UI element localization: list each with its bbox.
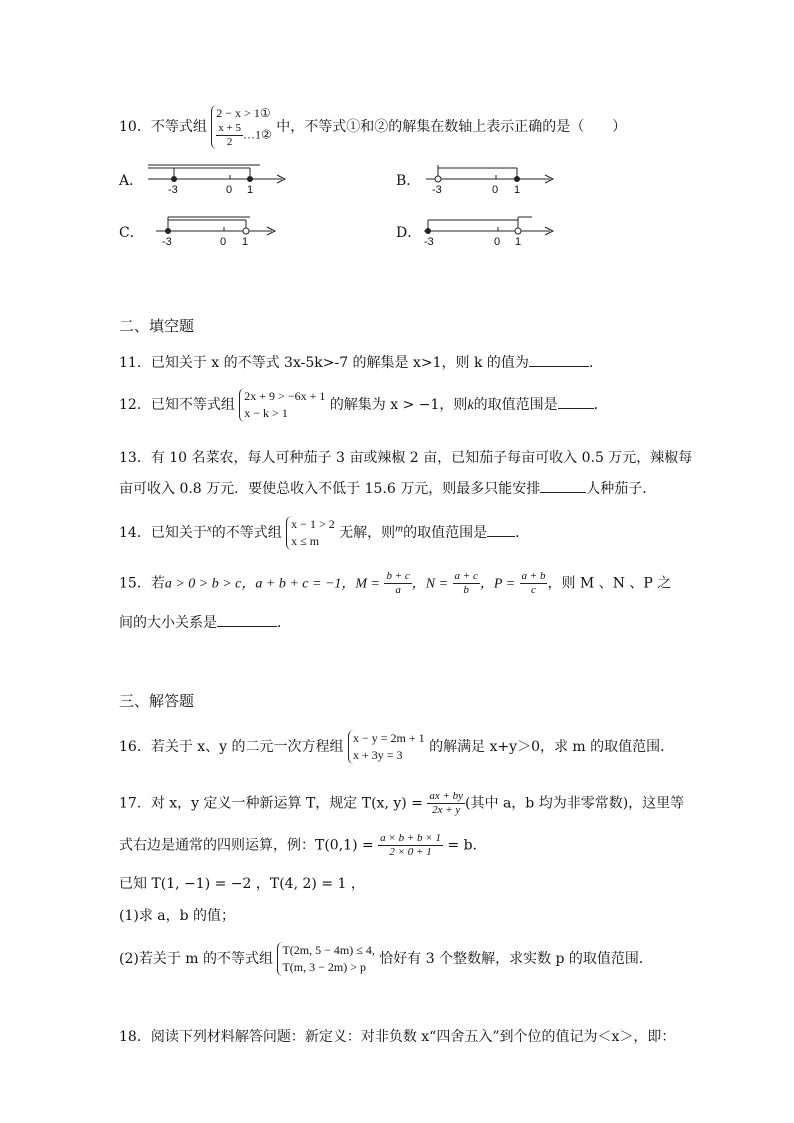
q10-suffix: 中，不等式①和②的解集在数轴上表示正确的是（ ） xyxy=(276,119,627,135)
option-a-label: A． xyxy=(119,173,144,189)
option-a-tick-0: 0 xyxy=(226,184,233,196)
q14-row2: x ≤ m xyxy=(291,534,320,548)
option-a-tick-neg3: -3 xyxy=(168,184,178,196)
question-14 xyxy=(119,516,529,550)
q15-answer-blank[interactable] xyxy=(217,614,277,627)
q14-after: 无解，则 xyxy=(339,525,396,541)
option-a-number-line xyxy=(140,155,290,197)
q15-n-label: ，N = xyxy=(411,576,449,592)
question-15-line2 xyxy=(119,612,291,632)
q15-end: ． xyxy=(277,615,291,631)
q15-n-num: a + c xyxy=(454,570,478,582)
q17-after-def: (其中 a，b 均为非零常数)，这里等 xyxy=(465,795,685,812)
option-a-tick-1: 1 xyxy=(247,184,254,196)
q10-fraction xyxy=(216,122,243,149)
q17-part2-suffix: 恰好有 3 个整数解，求实数 p 的取值范围． xyxy=(379,951,653,967)
question-10 xyxy=(119,105,626,149)
section-fill-in-title: 二、填空题 xyxy=(119,317,195,335)
q13-line2a: 亩可收入 0.8 万元．要使总收入不低于 15.6 万元，则最多只能安排 xyxy=(119,481,541,497)
option-d-tick-neg3: -3 xyxy=(424,236,434,248)
section-answer-title: 三、解答题 xyxy=(119,692,195,710)
option-b-label: B． xyxy=(396,173,421,189)
q16-suffix: 的解满足 x+y＞0，求 m 的取值范围． xyxy=(429,739,675,755)
q14-m: m xyxy=(395,522,404,535)
q17-part2-prefix: (2)若关于 m 的不等式组 xyxy=(119,951,274,967)
question-17-part1: (1)求 a，b 的值； xyxy=(119,908,236,924)
q12-row2: x − k > 1 xyxy=(244,406,288,420)
q16-row1: x − y = 2m + 1 xyxy=(352,731,425,745)
option-d-tick-0: 0 xyxy=(494,236,501,248)
question-11 xyxy=(119,352,593,372)
q12-row1: 2x + 9 > −6x + 1 xyxy=(244,389,326,403)
q15-p-label: ，P = xyxy=(479,576,516,592)
q14-prefix: 14．已知关于 xyxy=(119,525,207,541)
q12-system xyxy=(239,388,325,422)
option-b-tick-neg3: -3 xyxy=(432,184,442,196)
question-13-line1: 13．有 10 名菜农，每人可种茄子 3 亩或辣椒 2 亩，已知茄子每亩可收入 0.5 万元，辣椒每 xyxy=(119,450,693,466)
question-16 xyxy=(119,730,674,764)
q17-ex-tail: = b． xyxy=(447,837,487,854)
q17-def-fraction xyxy=(427,790,465,817)
q11-end: . xyxy=(588,355,594,371)
q16-system xyxy=(348,730,425,764)
q17-line2: 式右边是通常的四则运算，例：T(0,1) = xyxy=(119,837,374,854)
q16-row2: x + 3y = 3 xyxy=(352,748,403,762)
option-d-tick-1: 1 xyxy=(515,236,522,248)
question-17 xyxy=(119,790,684,817)
option-d-number-line xyxy=(418,207,558,249)
q15-p-fraction xyxy=(520,570,548,597)
q14-end: ． xyxy=(515,525,530,541)
q15-condition: a > 0 > b > c，a + b + c = −1，M = xyxy=(164,576,380,592)
q10-system xyxy=(211,105,271,149)
q17-ex-num: a × b + b × 1 xyxy=(380,832,441,844)
q10-row1: 2 − x > 1① xyxy=(216,106,271,120)
q15-n-den: b xyxy=(463,584,469,596)
q15-prefix: 15．若 xyxy=(119,575,165,592)
q15-tail: ，则 M 、N 、P 之 xyxy=(547,575,672,592)
q17-part2-row1: T(2m, 5 − 4m) ≤ 4, xyxy=(282,943,375,957)
option-c-tick-0: 0 xyxy=(220,236,227,248)
option-b-tick-1: 1 xyxy=(514,184,521,196)
q17-def-num: ax + by xyxy=(429,790,464,802)
option-b-number-line xyxy=(418,155,558,197)
q15-m-den: a xyxy=(395,584,401,596)
q10-frac-num: x + 5 xyxy=(218,122,241,134)
q15-m-num: b + c xyxy=(386,570,410,582)
option-c-tick-1: 1 xyxy=(242,236,249,248)
q12-end: ． xyxy=(593,397,608,413)
q12-middle: 的解集为 x > −1，则 xyxy=(329,397,468,413)
q10-prefix: 10．不等式组 xyxy=(119,119,207,135)
q17-part2-system xyxy=(277,942,374,976)
q17-def-den: 2x + y xyxy=(432,804,461,816)
option-c-label: C． xyxy=(119,225,144,241)
q14-mid: 的不等式组 xyxy=(211,525,282,541)
q15-p-den: c xyxy=(531,584,536,596)
q16-prefix: 16．若关于 x、y 的二元一次方程组 xyxy=(119,739,344,755)
q14-x: x xyxy=(206,522,212,535)
question-18: 18．阅读下列材料解答问题：新定义：对非负数 x“四舍五入”到个位的值记为＜x＞，即： xyxy=(119,1029,676,1045)
option-c-number-line xyxy=(140,207,290,249)
q12-suffix: 的取值范围是 xyxy=(473,397,558,413)
q15-n-fraction xyxy=(453,570,480,597)
q12-prefix: 12．已知不等式组 xyxy=(119,397,235,413)
q14-row1: x − 1 > 2 xyxy=(291,517,335,531)
q17-example-fraction xyxy=(378,832,443,859)
q14-answer-blank[interactable] xyxy=(487,524,515,537)
q10-row2-tail: …1② xyxy=(243,127,272,142)
question-15 xyxy=(119,570,671,597)
q12-answer-blank[interactable] xyxy=(558,396,594,409)
q11-answer-blank[interactable] xyxy=(529,354,589,367)
q15-line2: 间的大小关系是 xyxy=(119,615,217,631)
question-17-line2 xyxy=(119,832,487,859)
question-12 xyxy=(119,388,608,422)
option-b-tick-0: 0 xyxy=(492,184,499,196)
option-d-label: D． xyxy=(396,225,422,241)
q14-system xyxy=(286,516,335,550)
option-c-tick-neg3: -3 xyxy=(162,236,172,248)
q17-ex-den: 2 × 0 + 1 xyxy=(389,846,432,858)
q15-m-fraction xyxy=(384,570,411,597)
q17-prefix: 17．对 x，y 定义一种新运算 T，规定 T(x, y) = xyxy=(119,795,423,812)
q15-p-num: a + b xyxy=(521,570,546,582)
q11-text: 11．已知关于 x 的不等式 3x-5k>-7 的解集是 x>1，则 k 的值为 xyxy=(119,355,529,371)
question-17-line3: 已知 T(1, −1) = −2 ，T(4, 2) = 1 ， xyxy=(119,876,365,892)
q17-part2-row2: T(m, 3 − 2m) > p xyxy=(282,960,366,974)
question-17-part2 xyxy=(119,942,653,976)
q13-line2b: 人种茄子． xyxy=(586,481,657,497)
q12-k: k xyxy=(467,398,474,413)
question-13-line2 xyxy=(119,478,656,498)
q13-answer-blank[interactable] xyxy=(540,480,586,493)
q14-suffix: 的取值范围是 xyxy=(403,525,488,541)
q10-frac-den: 2 xyxy=(226,136,233,148)
